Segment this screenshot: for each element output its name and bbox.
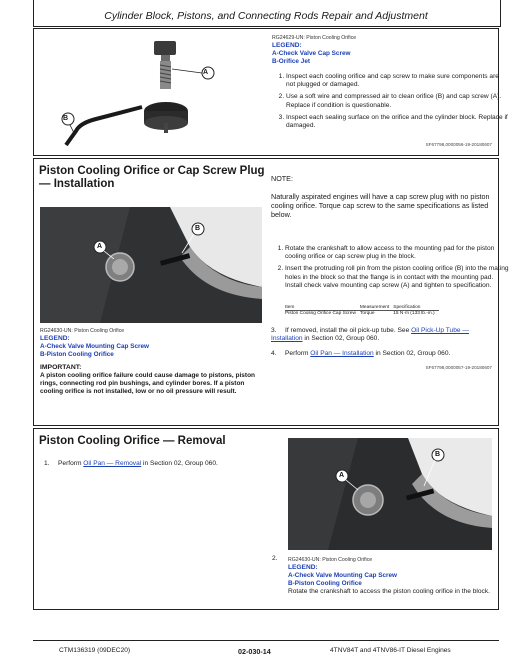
page-title: Cylinder Block, Pistons, and Connecting Rods Repair and Adjustment (104, 10, 428, 22)
legend-item-b: B-Piston Cooling Orifice (288, 580, 362, 587)
step-3: 3. If removed, install the oil pick-up tube. See Oil Pick-Up Tube — Installation in Section 02, Group 060. (271, 327, 469, 343)
spec-item: Piston Cooling Orifice Cap Screw (285, 311, 356, 316)
section-title: Piston Cooling Orifice or Cap Screw Plug — Installation (39, 165, 265, 190)
step-2: 2. Use a soft wire and compressed air to clean orifice (B) and cap screw (A). Replace if condition is questionable. (286, 93, 508, 109)
spec-value: 15 N·m (133 lb.-in.) (393, 311, 435, 316)
inspection-steps (272, 73, 508, 134)
orifice-jet-tube (66, 107, 142, 145)
legend-item-b: B-Piston Cooling Orifice (40, 351, 114, 358)
spec-header-item: Item (285, 305, 360, 311)
section-title: Piston Cooling Orifice — Removal (39, 435, 226, 447)
section-orifice-removal (33, 428, 499, 610)
step-1: 1. Rotate the crankshaft to allow access to the mounting pad for the piston cooling orifice or cap screw plug in the block. (285, 245, 509, 261)
section-orifice-inspection (33, 28, 508, 156)
callout-b: B (63, 115, 69, 122)
figure-id: RG24630-UN: Piston Cooling Orifice (40, 328, 125, 334)
step-1: 1. Perform Oil Pan — Removal in Section 02, Group 060. (44, 460, 218, 467)
step-2-text: Rotate the crankshaft to access the piston cooling orifice in the block. (288, 588, 490, 595)
link-oil-pan-removal[interactable]: Oil Pan — Removal (83, 460, 142, 467)
reference-code: SF67798,0000056-19-20180607 (425, 142, 492, 147)
legend-item-b: B-Orifice Jet (272, 58, 311, 65)
note-text: Naturally aspirated engines will have a cap screw plug with no piston cooling orifice. Torque cap screw to the same specifications as listed below. (271, 192, 490, 220)
callout-a: A (203, 69, 209, 76)
spec-header-specification: Specification (393, 305, 438, 311)
spec-measurement: Torque (359, 311, 375, 316)
callout-b: B (435, 451, 441, 458)
figure-orifice-removal (288, 438, 492, 550)
important-label: IMPORTANT: (40, 364, 82, 371)
reference-code: SF67798,0000057-19-20180607 (425, 365, 492, 370)
figure-id: RG24629-UN: Piston Cooling Orifice (272, 35, 357, 41)
figure-orifice-installed (40, 207, 262, 323)
footer-divider (33, 640, 499, 641)
step-4: 4. Perform Oil Pan — Installation in Section 02, Group 060. (271, 350, 451, 357)
section-orifice-installation (33, 158, 509, 426)
note-label: NOTE: (271, 174, 293, 183)
figure-id: RG24630-UN: Piston Cooling Orifice (288, 557, 373, 563)
callout-b: B (195, 225, 201, 232)
footer-doc-id: CTM136319 (09DEC20) (59, 647, 131, 654)
installation-steps (271, 245, 509, 294)
footer-engine-model: 4TNV84T and 4TNV86-IT Diesel Engines (330, 647, 451, 654)
legend-item-a: A-Check Valve Cap Screw (272, 50, 351, 57)
important-text: A piston cooling orifice failure could cause damage to pistons, piston rings, connecting rod pin bushings, and cylinder bores. If a piston cooling orifice is not installed, low or no oil pressure will result. (40, 372, 256, 396)
legend-item-a: A-Check Valve Mounting Cap Screw (40, 343, 150, 350)
legend-title: LEGEND: (272, 42, 302, 49)
legend-title: LEGEND: (288, 564, 318, 571)
callout-a: A (339, 472, 345, 479)
legend-item-a: A-Check Valve Mounting Cap Screw (288, 572, 398, 579)
step-1: 1. Inspect each cooling orifice and cap screw to make sure components are not plugged or damaged. (286, 73, 508, 89)
footer-page-number: 02-030-14 (238, 647, 271, 656)
legend-title: LEGEND: (40, 335, 70, 342)
step-3: 3. Inspect each sealing surface on the orifice and the cylinder block. Replace if damaged. (286, 114, 508, 130)
link-oil-pickup-tube-installation[interactable]: Oil Pick-Up Tube — Installation (271, 327, 469, 343)
cap-screw-head (154, 41, 176, 55)
figure-orifice-parts (36, 33, 260, 151)
spec-header-measurement: Measurement (360, 305, 393, 311)
link-oil-pan-installation[interactable]: Oil Pan — Installation (310, 350, 374, 357)
spec-table (285, 305, 439, 316)
callout-a: A (97, 243, 103, 250)
step-2: 2. Insert the protruding roll pin from the piston cooling orifice (B) into the mating holes in the block so that the flange is in contact with the mounting pad. Install check valve mounting cap screw (A) and tighten to specification. (285, 265, 509, 290)
step-2-number: 2. (272, 555, 278, 562)
